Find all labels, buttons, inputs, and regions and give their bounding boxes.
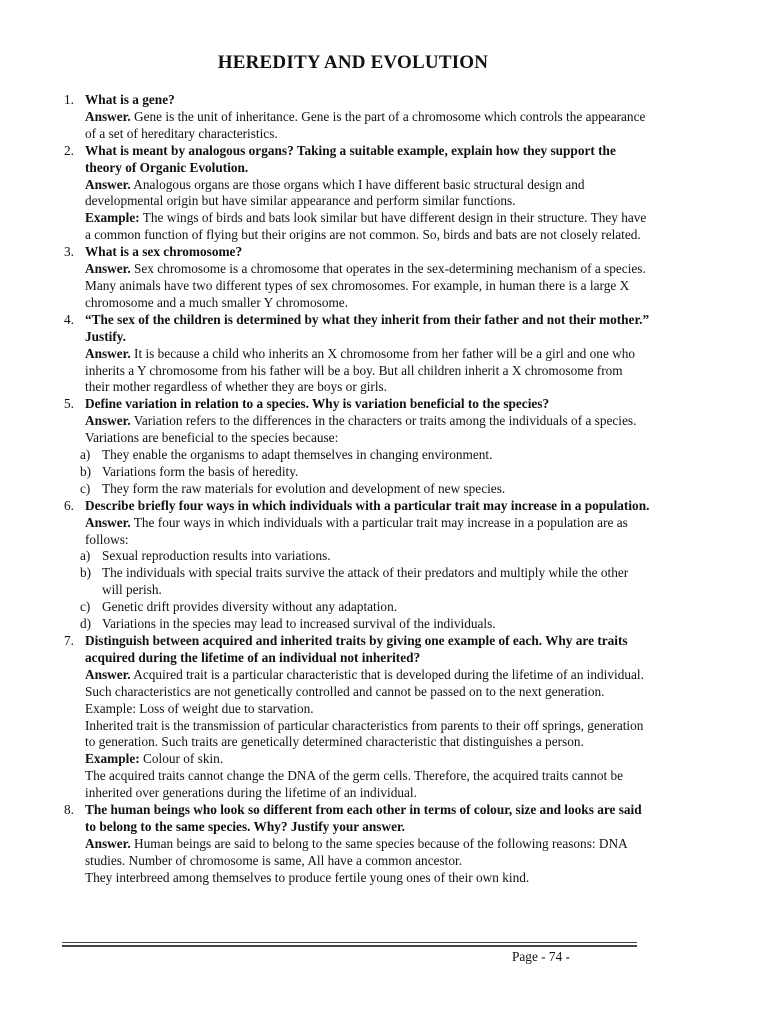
question-4 — [60, 312, 650, 397]
answer-text — [85, 261, 650, 312]
answer-body: Gene is the unit of inheritance. Gene is the part of a chromosome which controls the appearance of a set of hereditary characteristics. — [85, 108, 646, 141]
answer-body: The four ways in which individuals with a particular trait may increase in a population are as follows: — [85, 514, 628, 547]
question-text: Distinguish between acquired and inherited traits by giving one example of each. Why are traits acquired during the lifetime of an individual not inherited? — [85, 633, 628, 665]
question-number: 5. — [64, 396, 74, 412]
question-number: 1. — [64, 92, 74, 107]
question-2 — [60, 143, 650, 244]
question-number: 3. — [64, 244, 74, 260]
list-marker: a) — [80, 447, 91, 463]
footer-divider — [62, 942, 637, 943]
example-body: Colour of skin. — [139, 751, 224, 767]
answer-text — [85, 177, 650, 211]
answer-label: Answer. — [85, 413, 131, 429]
question-6 — [60, 498, 650, 549]
footer-divider — [62, 945, 637, 947]
question-3 — [60, 244, 650, 312]
question-number: 7. — [64, 633, 74, 648]
answer-body: Analogous organs are those organs which I have different basic structural design and developmental origin but have similar appearance and perform similar functions. — [85, 176, 585, 209]
answer-text — [85, 413, 650, 447]
answer-paragraph: The acquired traits cannot change the DNA of the germ cells. Therefore, the acquired traits cannot be inherited over generations during the lifetime of an individual. — [85, 768, 624, 801]
list-marker: c) — [80, 599, 91, 615]
list-text: The individuals with special traits survive the attack of their predators and multiply while the other will perish. — [102, 565, 629, 598]
answer-text — [85, 667, 650, 718]
question-text: Define variation in relation to a species. Why is variation beneficial to the species? — [85, 396, 550, 412]
answer-label: Answer. — [85, 666, 131, 682]
list-item — [60, 599, 650, 616]
question-text: What is a sex chromosome? — [85, 244, 243, 260]
question-text: What is meant by analogous organs? Taking a suitable example, explain how they support the theory of Organic Evolution. — [85, 142, 616, 175]
list-item — [60, 548, 650, 565]
answer-text — [85, 515, 650, 549]
answer-label: Answer. — [85, 835, 131, 851]
question-text: What is a gene? — [85, 92, 175, 107]
list-item — [60, 464, 650, 481]
example-label: Example: — [85, 751, 140, 767]
list-marker: d) — [80, 616, 92, 632]
list-item — [60, 565, 650, 599]
example-text — [85, 751, 650, 768]
question-text: Describe briefly four ways in which individuals with a particular trait may increase in a population. — [85, 497, 650, 513]
list-text: Variations in the species may lead to increased survival of the individuals. — [102, 616, 496, 632]
question-1 — [60, 92, 650, 143]
answer-body: It is because a child who inherits an X chromosome from her father will be a girl and one who inherits a Y chromosome from his father will be a boy. But all children inherit a X chromosome from their mother regardless of whether they are boys or girls. — [85, 345, 636, 395]
example-text — [85, 210, 650, 244]
answer-body: Sex chromosome is a chromosome that operates in the sex-determining mechanism of a species. Many animals have two different types of sex chromosomes. For example, in human there is a large X chromosome and a much smaller Y chromosome. — [85, 261, 646, 310]
question-text: “The sex of the children is determined by what they inherit from their father and not their mother.” Justify. — [85, 311, 650, 344]
answer-label: Answer. — [85, 514, 131, 530]
list-marker: b) — [80, 463, 92, 479]
answer-label: Answer. — [85, 108, 131, 124]
answer-paragraph: They interbreed among themselves to produce fertile young ones of their own kind. — [85, 869, 530, 885]
answer-body: Variation refers to the differences in the characters or traits among the individuals of a species. Variations are beneficial to the species because: — [85, 413, 637, 446]
answer-label: Answer. — [85, 176, 131, 192]
list-text: They enable the organisms to adapt themselves in changing environment. — [102, 447, 493, 463]
list-text: Genetic drift provides diversity without any adaptation. — [102, 599, 398, 615]
question-number: 8. — [64, 802, 74, 818]
answer-body: Acquired trait is a particular characteristic that is developed during the lifetime of an individual. Such characteristics are not genetically controlled and cannot be passed on to the next generation. Example: Loss of weight due to starvation. — [85, 666, 644, 716]
answer-text — [85, 836, 650, 870]
question-text: The human beings who look so different from each other in terms of colour, size and looks are said to belong to the same species. Why? Justify your answer. — [85, 802, 642, 834]
list-text: They form the raw materials for evolution and development of new species. — [102, 480, 506, 496]
list-text: Variations form the basis of heredity. — [102, 463, 299, 479]
list-text: Sexual reproduction results into variations. — [102, 548, 331, 564]
question-number: 2. — [64, 142, 74, 158]
question-8 — [60, 802, 650, 887]
answer-text — [85, 346, 650, 397]
list-item — [60, 616, 650, 633]
answer-text — [85, 109, 650, 143]
question-number: 6. — [64, 497, 74, 513]
list-marker: a) — [80, 548, 91, 564]
answer-label: Answer. — [85, 261, 131, 277]
example-label: Example: — [85, 210, 140, 226]
list-marker: c) — [80, 480, 91, 496]
list-item — [60, 447, 650, 464]
list-marker: b) — [80, 565, 92, 581]
answer-body: Human beings are said to belong to the same species because of the following reasons: DNA studies. Number of chromosome is same, All have a common ancestor. — [85, 835, 627, 868]
example-body: The wings of birds and bats look similar but have different design in their structure. They have a common function of flying but their origins are not common. So, birds and bats are not closely related. — [85, 210, 647, 243]
answer-label: Answer. — [85, 345, 131, 361]
page-title: HEREDITY AND EVOLUTION — [217, 52, 489, 73]
list-item — [60, 481, 650, 498]
page-number: Page - 74 - — [512, 949, 570, 964]
answer-paragraph: Inherited trait is the transmission of particular characteristics from parents to their off springs, generation to generation. Such traits are genetically determined characteristic that distinguishes a person. — [85, 717, 644, 750]
question-7 — [60, 633, 650, 802]
question-number: 4. — [64, 311, 74, 327]
question-list — [60, 92, 650, 887]
question-5 — [60, 396, 650, 447]
